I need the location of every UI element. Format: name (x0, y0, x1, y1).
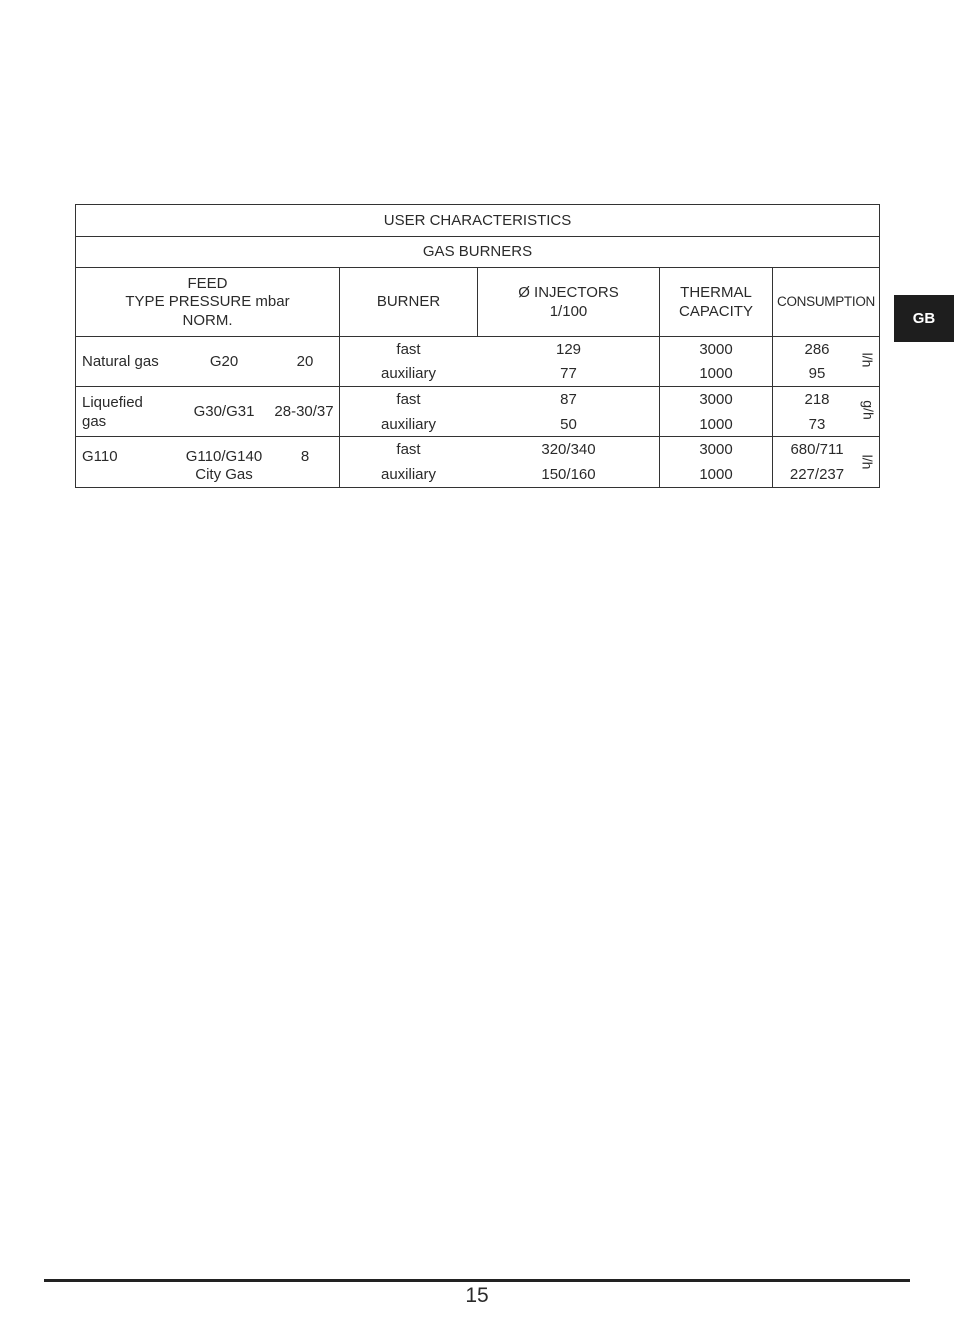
row1-injector-auxiliary: 77 (560, 365, 577, 382)
row3-type-city-gas: City Gas (195, 466, 253, 483)
row2-gas-line1: Liquefied (82, 394, 143, 411)
row1-thermal-fast: 3000 (699, 341, 733, 358)
row2-pressure: 28-30/37 (274, 403, 334, 420)
row2-injector-auxiliary: 50 (560, 416, 577, 433)
row1-consumption-fast: 286 (804, 341, 830, 358)
row3-unit: l/h (859, 454, 876, 470)
header-type-pressure: TYPE PRESSURE mbar (125, 293, 290, 310)
row2-consumption-fast: 218 (804, 391, 830, 408)
page-number: 15 (465, 1284, 489, 1307)
header-consumption: CONSUMPTION (777, 294, 875, 309)
row2-thermal-auxiliary: 1000 (699, 416, 733, 433)
user-characteristics-table (75, 204, 880, 488)
header-injectors-unit: 1/100 (549, 303, 588, 320)
row1-burner-auxiliary: auxiliary (380, 365, 437, 382)
footer-rule (44, 1279, 910, 1282)
row1-consumption-auxiliary: 95 (808, 365, 826, 382)
row1-type: G20 (209, 353, 239, 370)
header-capacity: CAPACITY (679, 303, 753, 320)
row2-burner-auxiliary: auxiliary (380, 416, 437, 433)
row3-injector-fast: 320/340 (541, 441, 596, 458)
header-injectors: Ø INJECTORS (518, 284, 619, 301)
row1-pressure: 20 (296, 353, 314, 370)
row2-unit: g/h (860, 400, 877, 420)
header-norm: NORM. (182, 312, 233, 329)
row3-burner-fast: fast (396, 441, 421, 458)
row2-injector-fast: 87 (560, 391, 577, 408)
table-title: USER CHARACTERISTICS (383, 212, 572, 229)
language-tab-gb: GB (894, 295, 954, 342)
rule-row-2 (76, 436, 879, 437)
row3-consumption-fast: 680/711 (790, 441, 844, 458)
row1-unit: l/h (859, 352, 876, 368)
row2-thermal-fast: 3000 (699, 391, 733, 408)
header-feed: FEED (187, 275, 228, 292)
row3-type: G110/G140 (185, 448, 263, 465)
rule-row-1 (76, 386, 879, 387)
header-thermal: THERMAL (680, 284, 752, 301)
row1-thermal-auxiliary: 1000 (699, 365, 733, 382)
row1-burner-fast: fast (396, 341, 421, 358)
col-rule-burner (477, 267, 478, 337)
row3-injector-auxiliary: 150/160 (541, 466, 596, 483)
row2-consumption-auxiliary: 73 (808, 416, 826, 433)
row2-gas-line2: gas (82, 413, 107, 430)
row2-type: G30/G31 (193, 403, 255, 420)
rule-title (76, 236, 879, 237)
row1-injector-fast: 129 (555, 341, 582, 358)
row3-thermal-fast: 3000 (699, 441, 733, 458)
row3-pressure: 8 (300, 448, 310, 465)
row3-burner-auxiliary: auxiliary (380, 466, 437, 483)
row3-gas: G110 (82, 448, 118, 465)
table-subtitle: GAS BURNERS (422, 243, 533, 260)
row3-consumption-auxiliary: 227/237 (789, 466, 845, 483)
row2-burner-fast: fast (396, 391, 421, 408)
header-burner: BURNER (376, 293, 441, 310)
row3-thermal-auxiliary: 1000 (699, 466, 733, 483)
row1-gas: Natural gas (82, 353, 159, 370)
